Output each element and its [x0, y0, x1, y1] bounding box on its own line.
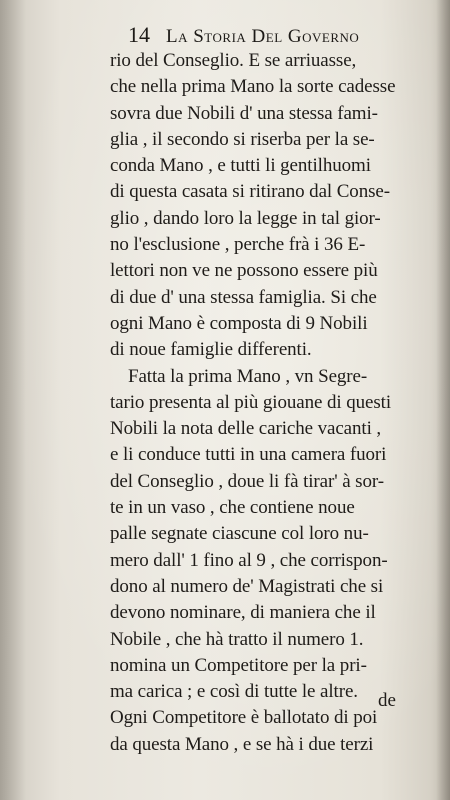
text-line: rio del Conseglio. E se arriuasse,	[110, 50, 357, 71]
text-line: di due d' una stessa famiglia. Si che	[110, 286, 377, 308]
text-line: di noue famiglie differenti.	[110, 339, 312, 361]
catchword: de	[378, 690, 396, 711]
text-line: del Conseglio , doue li fà tirar' à sor-	[110, 470, 384, 492]
text-line: ogni Mano è composta di 9 Nobili	[110, 312, 368, 334]
text-line: Nobile , che hà tratto il numero 1.	[110, 628, 364, 650]
running-title: La Storia Del Governo	[166, 26, 360, 47]
text-line: conda Mano , e tutti li gentilhuomi	[110, 155, 371, 177]
text-line: lettori non ve ne possono essere più	[110, 260, 378, 282]
text-line: Nobili la nota delle cariche vacanti ,	[110, 418, 382, 440]
text-line: e li conduce tutti in una camera fuori	[110, 444, 387, 466]
gutter-shadow	[0, 0, 26, 800]
text-line: ma carica ; e così di tutte le altre.	[110, 681, 358, 703]
text-line: nomina un Competitore per la pri-	[110, 654, 367, 676]
page-number: 14	[128, 22, 150, 47]
body-text	[110, 48, 430, 758]
text-line: da questa Mano , e se hà i due terzi	[110, 733, 374, 755]
text-line: no l'esclusione , perche frà i 36 E-	[110, 234, 366, 256]
text-line: tario presenta al più giouane di questi	[110, 391, 392, 413]
text-line: Ogni Competitore è ballotato di poi	[110, 707, 378, 729]
page-edge-shadow	[436, 0, 450, 800]
text-line: glio , dando loro la legge in tal gior-	[110, 207, 381, 229]
text-line: mero dall' 1 fino al 9 , che corrispon-	[110, 549, 388, 571]
text-line: di questa casata si ritirano dal Conse-	[110, 181, 390, 203]
text-line: palle segnate ciascune col loro nu-	[110, 523, 369, 545]
text-line: devono nominare, di maniera che il	[110, 602, 376, 624]
text-line: dono al numero de' Magistrati che si	[110, 575, 384, 597]
text-line: che nella prima Mano la sorte cadesse	[110, 76, 396, 98]
text-line: Fatta la prima Mano , vn Segre-	[128, 365, 368, 387]
text-line: glia , il secondo si riserba per la se-	[110, 128, 375, 150]
text-line: sovra due Nobili d' una stessa fami-	[110, 102, 378, 124]
text-line: te in un vaso , che contiene noue	[110, 497, 355, 519]
